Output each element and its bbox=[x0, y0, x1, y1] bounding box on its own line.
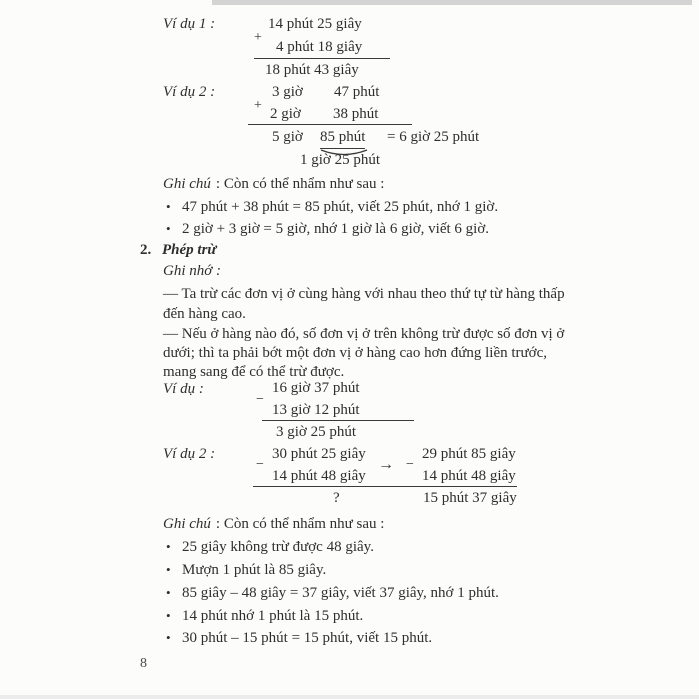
example2-label: Ví dụ 2 : bbox=[163, 84, 216, 100]
minus-operator: − bbox=[256, 392, 264, 407]
note-label: Ghi chú bbox=[163, 176, 211, 192]
math-row: 16 giờ 37 phút bbox=[272, 380, 360, 396]
bullet-icon: • bbox=[166, 562, 171, 577]
plus-operator: + bbox=[254, 30, 262, 45]
bullet-item: 47 phút + 38 phút = 85 phút, viết 25 phút, nhớ 1 giờ. bbox=[182, 199, 499, 215]
scan-edge-bottom bbox=[0, 695, 699, 699]
difference-rule bbox=[262, 420, 414, 421]
bullet-icon: • bbox=[166, 630, 171, 645]
math-cell: 38 phút bbox=[333, 106, 379, 122]
bullet-item: 30 phút – 15 phút = 15 phút, viết 15 phút. bbox=[182, 630, 433, 646]
note-label: Ghi chú bbox=[163, 516, 211, 532]
bullet-item: 2 giờ + 3 giờ = 5 giờ, nhớ 1 giờ là 6 giờ, viết 6 giờ. bbox=[182, 221, 490, 237]
example2-label: Ví dụ 2 : bbox=[163, 446, 216, 462]
math-cell: 47 phút bbox=[334, 84, 380, 100]
bullet-icon: • bbox=[166, 585, 171, 600]
math-cell: 2 giờ bbox=[270, 106, 301, 122]
math-result: 3 giờ 25 phút bbox=[276, 424, 357, 440]
bullet-icon: • bbox=[166, 539, 171, 554]
remember-label: Ghi nhớ : bbox=[163, 263, 222, 279]
section-title: Phép trừ bbox=[162, 242, 217, 258]
math-cell: 5 giờ bbox=[272, 129, 303, 145]
section-number: 2. bbox=[140, 242, 152, 258]
minus-operator: − bbox=[256, 457, 264, 472]
arrow-icon: → bbox=[378, 456, 394, 473]
note-text: : Còn có thể nhẩm như sau : bbox=[215, 516, 385, 532]
note-line bbox=[163, 516, 384, 533]
math-result: 15 phút 37 giây bbox=[423, 490, 517, 506]
math-row: 30 phút 25 giây bbox=[272, 446, 366, 462]
scan-edge-top bbox=[212, 0, 692, 5]
bullet-icon: • bbox=[166, 199, 171, 214]
paragraph-line: dưới; thì ta phải bớt một đơn vị ở hàng cao hơn đứng liền trước, bbox=[163, 345, 548, 361]
math-cell-underlined: 85 phút bbox=[320, 129, 365, 149]
example1-label: Ví dụ 1 : bbox=[163, 16, 216, 32]
carry-note: 1 giờ 25 phút bbox=[300, 152, 381, 168]
example-label: Ví dụ : bbox=[163, 381, 204, 397]
paragraph-line: đến hàng cao. bbox=[163, 306, 246, 322]
bullet-item: 25 giây không trừ được 48 giây. bbox=[182, 539, 374, 555]
bullet-icon: • bbox=[166, 608, 171, 623]
math-row: 4 phút 18 giây bbox=[276, 39, 363, 55]
paragraph-line: mang sang để có thể trừ được. bbox=[163, 364, 345, 380]
paragraph-line: — Ta trừ các đơn vị ở cùng hàng với nhau theo thứ tự từ hàng thấp bbox=[163, 286, 565, 302]
math-row: 29 phút 85 giây bbox=[422, 446, 516, 462]
unknown-result: ? bbox=[333, 490, 340, 506]
paragraph-line: — Nếu ở hàng nào đó, số đơn vị ở trên không trừ được số đơn vị ở bbox=[163, 326, 565, 342]
math-row: 14 phút 25 giây bbox=[268, 16, 362, 32]
sum-rule bbox=[254, 58, 390, 59]
bullet-icon: • bbox=[166, 221, 171, 236]
math-equals: = 6 giờ 25 phút bbox=[387, 129, 480, 145]
bullet-item: Mượn 1 phút là 85 giây. bbox=[182, 562, 327, 578]
bullet-item: 14 phút nhớ 1 phút là 15 phút. bbox=[182, 608, 364, 624]
note-line bbox=[163, 176, 384, 193]
sum-rule bbox=[248, 124, 412, 125]
math-row: 14 phút 48 giây bbox=[422, 468, 516, 484]
note-text: : Còn có thể nhẩm như sau : bbox=[215, 176, 385, 192]
math-cell: 3 giờ bbox=[272, 84, 303, 100]
bullet-item: 85 giây – 48 giây = 37 giây, viết 37 giây, nhớ 1 phút. bbox=[182, 585, 499, 601]
difference-rule bbox=[253, 486, 417, 487]
math-row: 14 phút 48 giây bbox=[272, 468, 366, 484]
math-result: 18 phút 43 giây bbox=[265, 62, 359, 78]
plus-operator: + bbox=[254, 98, 262, 113]
math-row: 13 giờ 12 phút bbox=[272, 402, 360, 418]
minus-operator: − bbox=[406, 457, 414, 472]
page-number: 8 bbox=[140, 656, 147, 671]
difference-rule bbox=[411, 486, 517, 487]
